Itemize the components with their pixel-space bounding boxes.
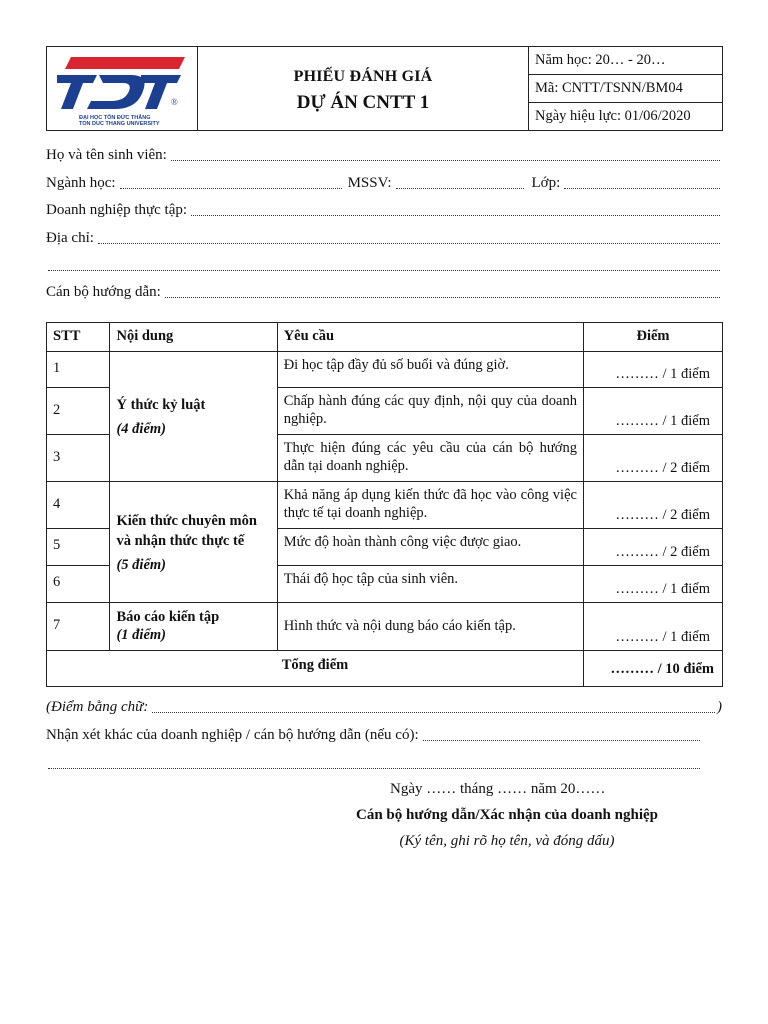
table-row xyxy=(47,482,723,529)
group-points: (5 điểm) xyxy=(116,556,166,573)
table-row xyxy=(47,603,723,651)
logo-caption-line2: TON DUC THANG UNIVERSITY xyxy=(79,121,160,127)
col-stt-header: STT xyxy=(47,323,110,352)
class-field[interactable] xyxy=(564,187,720,189)
row-requirement: Đi học tập đầy đủ số buổi và đúng giờ. xyxy=(277,352,583,388)
row-requirement: Mức độ hoàn thành công việc được giao. xyxy=(277,529,583,566)
row-stt: 5 xyxy=(47,529,110,566)
address-field[interactable] xyxy=(98,242,720,244)
major-line xyxy=(46,172,722,192)
group-title: Kiến thức chuyên môn và nhận thức thực tế xyxy=(116,512,257,549)
registered-mark: ® xyxy=(171,97,178,107)
student-name-line xyxy=(46,144,722,164)
group-title: Báo cáo kiến tập xyxy=(116,609,220,625)
logo-caption-line1: ĐẠI HỌC TÔN ĐỨC THẮNG xyxy=(79,115,151,121)
row-score-field[interactable]: ……… / 1 điểm xyxy=(583,603,722,651)
address-field-continued[interactable] xyxy=(48,269,720,271)
group-discipline xyxy=(110,352,277,482)
row-stt: 2 xyxy=(47,388,110,435)
company-field[interactable] xyxy=(191,214,720,216)
row-stt: 7 xyxy=(47,603,110,651)
row-score-field[interactable]: ……… / 1 điểm xyxy=(583,566,722,603)
total-label: Tổng điểm xyxy=(47,651,584,687)
class-label: Lớp: xyxy=(531,175,561,191)
other-comments-field-continued[interactable] xyxy=(48,767,700,769)
company-line xyxy=(46,199,722,219)
row-requirement: Chấp hành đúng các quy định, nội quy của doanh nghiệp. xyxy=(277,388,583,435)
row-score-field[interactable]: ……… / 2 điểm xyxy=(583,435,722,482)
other-comments-label: Nhận xét khác của doanh nghiệp / cán bộ hướng dẫn (nếu có): xyxy=(46,727,419,743)
group-report xyxy=(110,603,277,651)
row-stt: 4 xyxy=(47,482,110,529)
row-score-field[interactable]: ……… / 1 điểm xyxy=(583,388,722,435)
supervisor-field[interactable] xyxy=(165,296,720,298)
student-name-label: Họ và tên sinh viên: xyxy=(46,147,167,163)
group-points: (1 điểm) xyxy=(116,627,166,643)
major-label: Ngành học: xyxy=(46,175,116,191)
form-title-line2: DỰ ÁN CNTT 1 xyxy=(296,91,430,113)
row-score-field[interactable]: ……… / 2 điểm xyxy=(583,482,722,529)
table-row xyxy=(47,352,723,388)
signer-title: Cán bộ hướng dẫn/Xác nhận của doanh nghiệp xyxy=(355,807,658,823)
table-header-row xyxy=(47,323,723,352)
col-content-header: Nội dung xyxy=(110,323,277,352)
col-score-header: Điểm xyxy=(583,323,722,352)
score-in-words-label: (Điểm bằng chữ: xyxy=(46,699,149,715)
major-field[interactable] xyxy=(120,187,342,189)
row-stt: 6 xyxy=(47,566,110,603)
col-requirement-header: Yêu cầu xyxy=(277,323,583,352)
supervisor-line xyxy=(46,281,722,301)
form-code: Mã: CNTT/TSNN/BM04 xyxy=(529,75,723,103)
supervisor-label: Cán bộ hướng dẫn: xyxy=(46,284,161,300)
total-row xyxy=(47,651,723,687)
row-stt: 3 xyxy=(47,435,110,482)
row-stt: 1 xyxy=(47,352,110,388)
row-requirement: Khả năng áp dụng kiến thức đã học vào công việc thực tế tại doanh nghiệp. xyxy=(277,482,583,529)
row-score-field[interactable]: ……… / 1 điểm xyxy=(583,352,722,388)
date-line: Ngày …… tháng …… năm 20…… xyxy=(390,781,606,797)
row-requirement: Thái độ học tập của sinh viên. xyxy=(277,566,583,603)
group-knowledge xyxy=(110,482,277,603)
group-points: (4 điểm) xyxy=(116,421,166,437)
score-in-words-close: ) xyxy=(717,699,722,715)
row-score-field[interactable]: ……… / 2 điểm xyxy=(583,529,722,566)
student-id-label: MSSV: xyxy=(347,175,392,191)
student-id-field[interactable] xyxy=(396,187,524,189)
form-header xyxy=(46,46,723,131)
title-cell xyxy=(198,47,529,131)
effective-date: Ngày hiệu lực: 01/06/2020 xyxy=(529,103,723,131)
row-requirement: Hình thức và nội dung báo cáo kiến tập. xyxy=(277,603,583,651)
score-in-words-field[interactable] xyxy=(152,711,715,713)
scoring-table xyxy=(46,322,723,687)
address-label: Địa chỉ: xyxy=(46,230,94,246)
other-comments-continuation xyxy=(46,752,702,772)
address-line xyxy=(46,227,722,247)
company-label: Doanh nghiệp thực tập: xyxy=(46,202,188,218)
form-title-line1: PHIẾU ĐÁNH GIÁ xyxy=(293,67,433,85)
other-comments-line xyxy=(46,724,702,744)
row-requirement: Thực hiện đúng các yêu cầu của cán bộ hướng dẫn tại doanh nghiệp. xyxy=(277,435,583,482)
university-logo xyxy=(53,51,193,127)
logo-caption xyxy=(79,115,160,127)
school-year: Năm học: 20… - 20… xyxy=(529,47,723,75)
student-name-field[interactable] xyxy=(171,159,720,161)
signer-note: (Ký tên, ghi rõ họ tên, và đóng dấu) xyxy=(399,833,615,849)
group-title: Ý thức kỷ luật xyxy=(116,397,206,413)
other-comments-field[interactable] xyxy=(423,739,700,741)
score-in-words-line xyxy=(46,696,722,716)
logo-cell xyxy=(47,47,198,131)
total-score-field[interactable]: ……… / 10 điểm xyxy=(583,651,722,687)
address-continuation-line xyxy=(46,254,722,274)
